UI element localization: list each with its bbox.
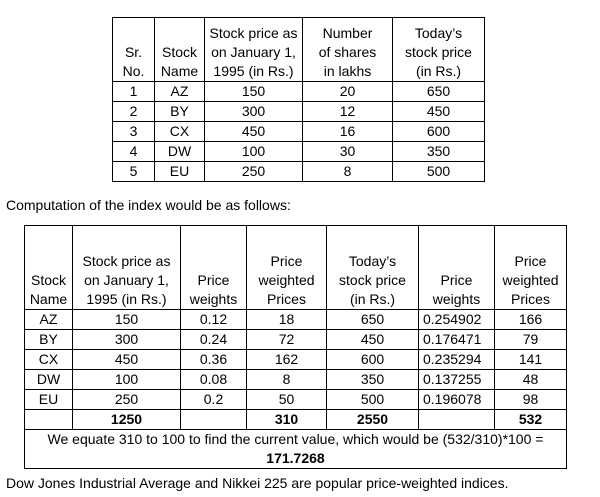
header-text: Price weighted Prices (258, 253, 315, 307)
table-row (113, 82, 485, 102)
table-cell: DW (155, 142, 205, 162)
table-row (25, 330, 567, 350)
table-cell: 650 (327, 310, 419, 330)
table-cell: 4 (113, 142, 155, 162)
table-cell: 500 (393, 162, 485, 182)
table-header-row (113, 18, 485, 82)
table-cell: EU (155, 162, 205, 182)
header-text: Stock price as on January 1, 1995 (in Rs.) (209, 25, 298, 79)
table-cell: 12 (303, 102, 393, 122)
table-cell: 0.36 (181, 350, 247, 370)
header-cell (495, 226, 567, 310)
table-cell: 0.196078 (419, 390, 495, 410)
table-cell: 150 (73, 310, 181, 330)
header-cell (205, 18, 303, 82)
table-cell: 141 (495, 350, 567, 370)
table-cell: BY (25, 330, 73, 350)
table-cell: 300 (205, 102, 303, 122)
header-text: Stock price as on January 1, 1995 (in Rs.) (82, 253, 171, 307)
table-cell: 0.24 (181, 330, 247, 350)
stock-data-table (112, 17, 485, 182)
table-cell: AZ (155, 82, 205, 102)
header-cell (419, 226, 495, 310)
header-cell (25, 226, 73, 310)
computation-result-value: 171.7268 (266, 450, 325, 466)
header-cell (155, 18, 205, 82)
header-text: Stock Name (160, 44, 199, 79)
table-row (25, 350, 567, 370)
table-cell: 8 (303, 162, 393, 182)
header-cell (73, 226, 181, 310)
table-cell: 250 (73, 390, 181, 410)
header-text: Price weighted Prices (502, 253, 559, 307)
table-cell: 50 (247, 390, 327, 410)
table-row (25, 390, 567, 410)
table-cell: 100 (205, 142, 303, 162)
table-cell: EU (25, 390, 73, 410)
totals-cell: 532 (495, 410, 567, 430)
table-row (25, 370, 567, 390)
table-cell: 650 (393, 82, 485, 102)
table-cell: 1 (113, 82, 155, 102)
table-cell: 300 (73, 330, 181, 350)
table-cell: 150 (205, 82, 303, 102)
table-cell: 8 (247, 370, 327, 390)
table-cell: CX (25, 350, 73, 370)
table-cell: 600 (393, 122, 485, 142)
table-cell: AZ (25, 310, 73, 330)
table-cell: 5 (113, 162, 155, 182)
table-cell: 20 (303, 82, 393, 102)
table-cell: 250 (205, 162, 303, 182)
table-cell: CX (155, 122, 205, 142)
table-cell: 0.2 (181, 390, 247, 410)
table-cell: 350 (327, 370, 419, 390)
table-cell: 0.254902 (419, 310, 495, 330)
totals-cell (419, 410, 495, 430)
table-cell: 450 (327, 330, 419, 350)
table-cell: 450 (73, 350, 181, 370)
header-text: Today’s stock price (in Rs.) (405, 25, 472, 79)
totals-cell (25, 410, 73, 430)
table-cell: 16 (303, 122, 393, 142)
totals-cell: 2550 (327, 410, 419, 430)
header-text: Sr. No. (122, 44, 145, 79)
totals-cell: 310 (247, 410, 327, 430)
table-row (113, 142, 485, 162)
table-row (113, 122, 485, 142)
table-cell: 48 (495, 370, 567, 390)
intro-text: Computation of the index would be as follows: (6, 197, 291, 213)
table-cell: 98 (495, 390, 567, 410)
table-cell: 3 (113, 122, 155, 142)
table-cell: 450 (393, 102, 485, 122)
table-cell: BY (155, 102, 205, 122)
table-cell: 0.176471 (419, 330, 495, 350)
header-cell (113, 18, 155, 82)
table-cell: 72 (247, 330, 327, 350)
table-cell: 79 (495, 330, 567, 350)
table-cell: 350 (393, 142, 485, 162)
totals-cell (181, 410, 247, 430)
computation-note-row (25, 430, 567, 469)
table-cell: 30 (303, 142, 393, 162)
table-cell: 0.235294 (419, 350, 495, 370)
index-computation-table (24, 225, 567, 469)
table-cell: 450 (205, 122, 303, 142)
header-cell (181, 226, 247, 310)
header-text: Today’s stock price (in Rs.) (339, 253, 406, 307)
table-cell: 500 (327, 390, 419, 410)
table-cell: 162 (247, 350, 327, 370)
computation-note-cell (25, 430, 567, 469)
table-cell: 18 (247, 310, 327, 330)
header-text: Stock Name (29, 272, 68, 307)
header-cell (303, 18, 393, 82)
totals-row (25, 410, 567, 430)
header-cell (247, 226, 327, 310)
totals-cell: 1250 (73, 410, 181, 430)
table-cell: 0.08 (181, 370, 247, 390)
table-row (25, 310, 567, 330)
footer-text: Dow Jones Industrial Average and Nikkei 225 are popular price-weighted indices. (6, 475, 509, 491)
header-cell (327, 226, 419, 310)
header-text: Number of shares in lakhs (318, 25, 377, 79)
computation-note-text: We equate 310 to 100 to find the current value, which would be (532/310)*100 = (47, 431, 544, 447)
table-cell: 600 (327, 350, 419, 370)
table-cell: 2 (113, 102, 155, 122)
header-text: Price weights (189, 272, 238, 307)
header-cell (393, 18, 485, 82)
table-cell: 100 (73, 370, 181, 390)
table-cell: 0.137255 (419, 370, 495, 390)
table-row (113, 102, 485, 122)
table-cell: 0.12 (181, 310, 247, 330)
table-header-row (25, 226, 567, 310)
table-row (113, 162, 485, 182)
header-text: Price weights (432, 272, 481, 307)
table-cell: 166 (495, 310, 567, 330)
table-cell: DW (25, 370, 73, 390)
